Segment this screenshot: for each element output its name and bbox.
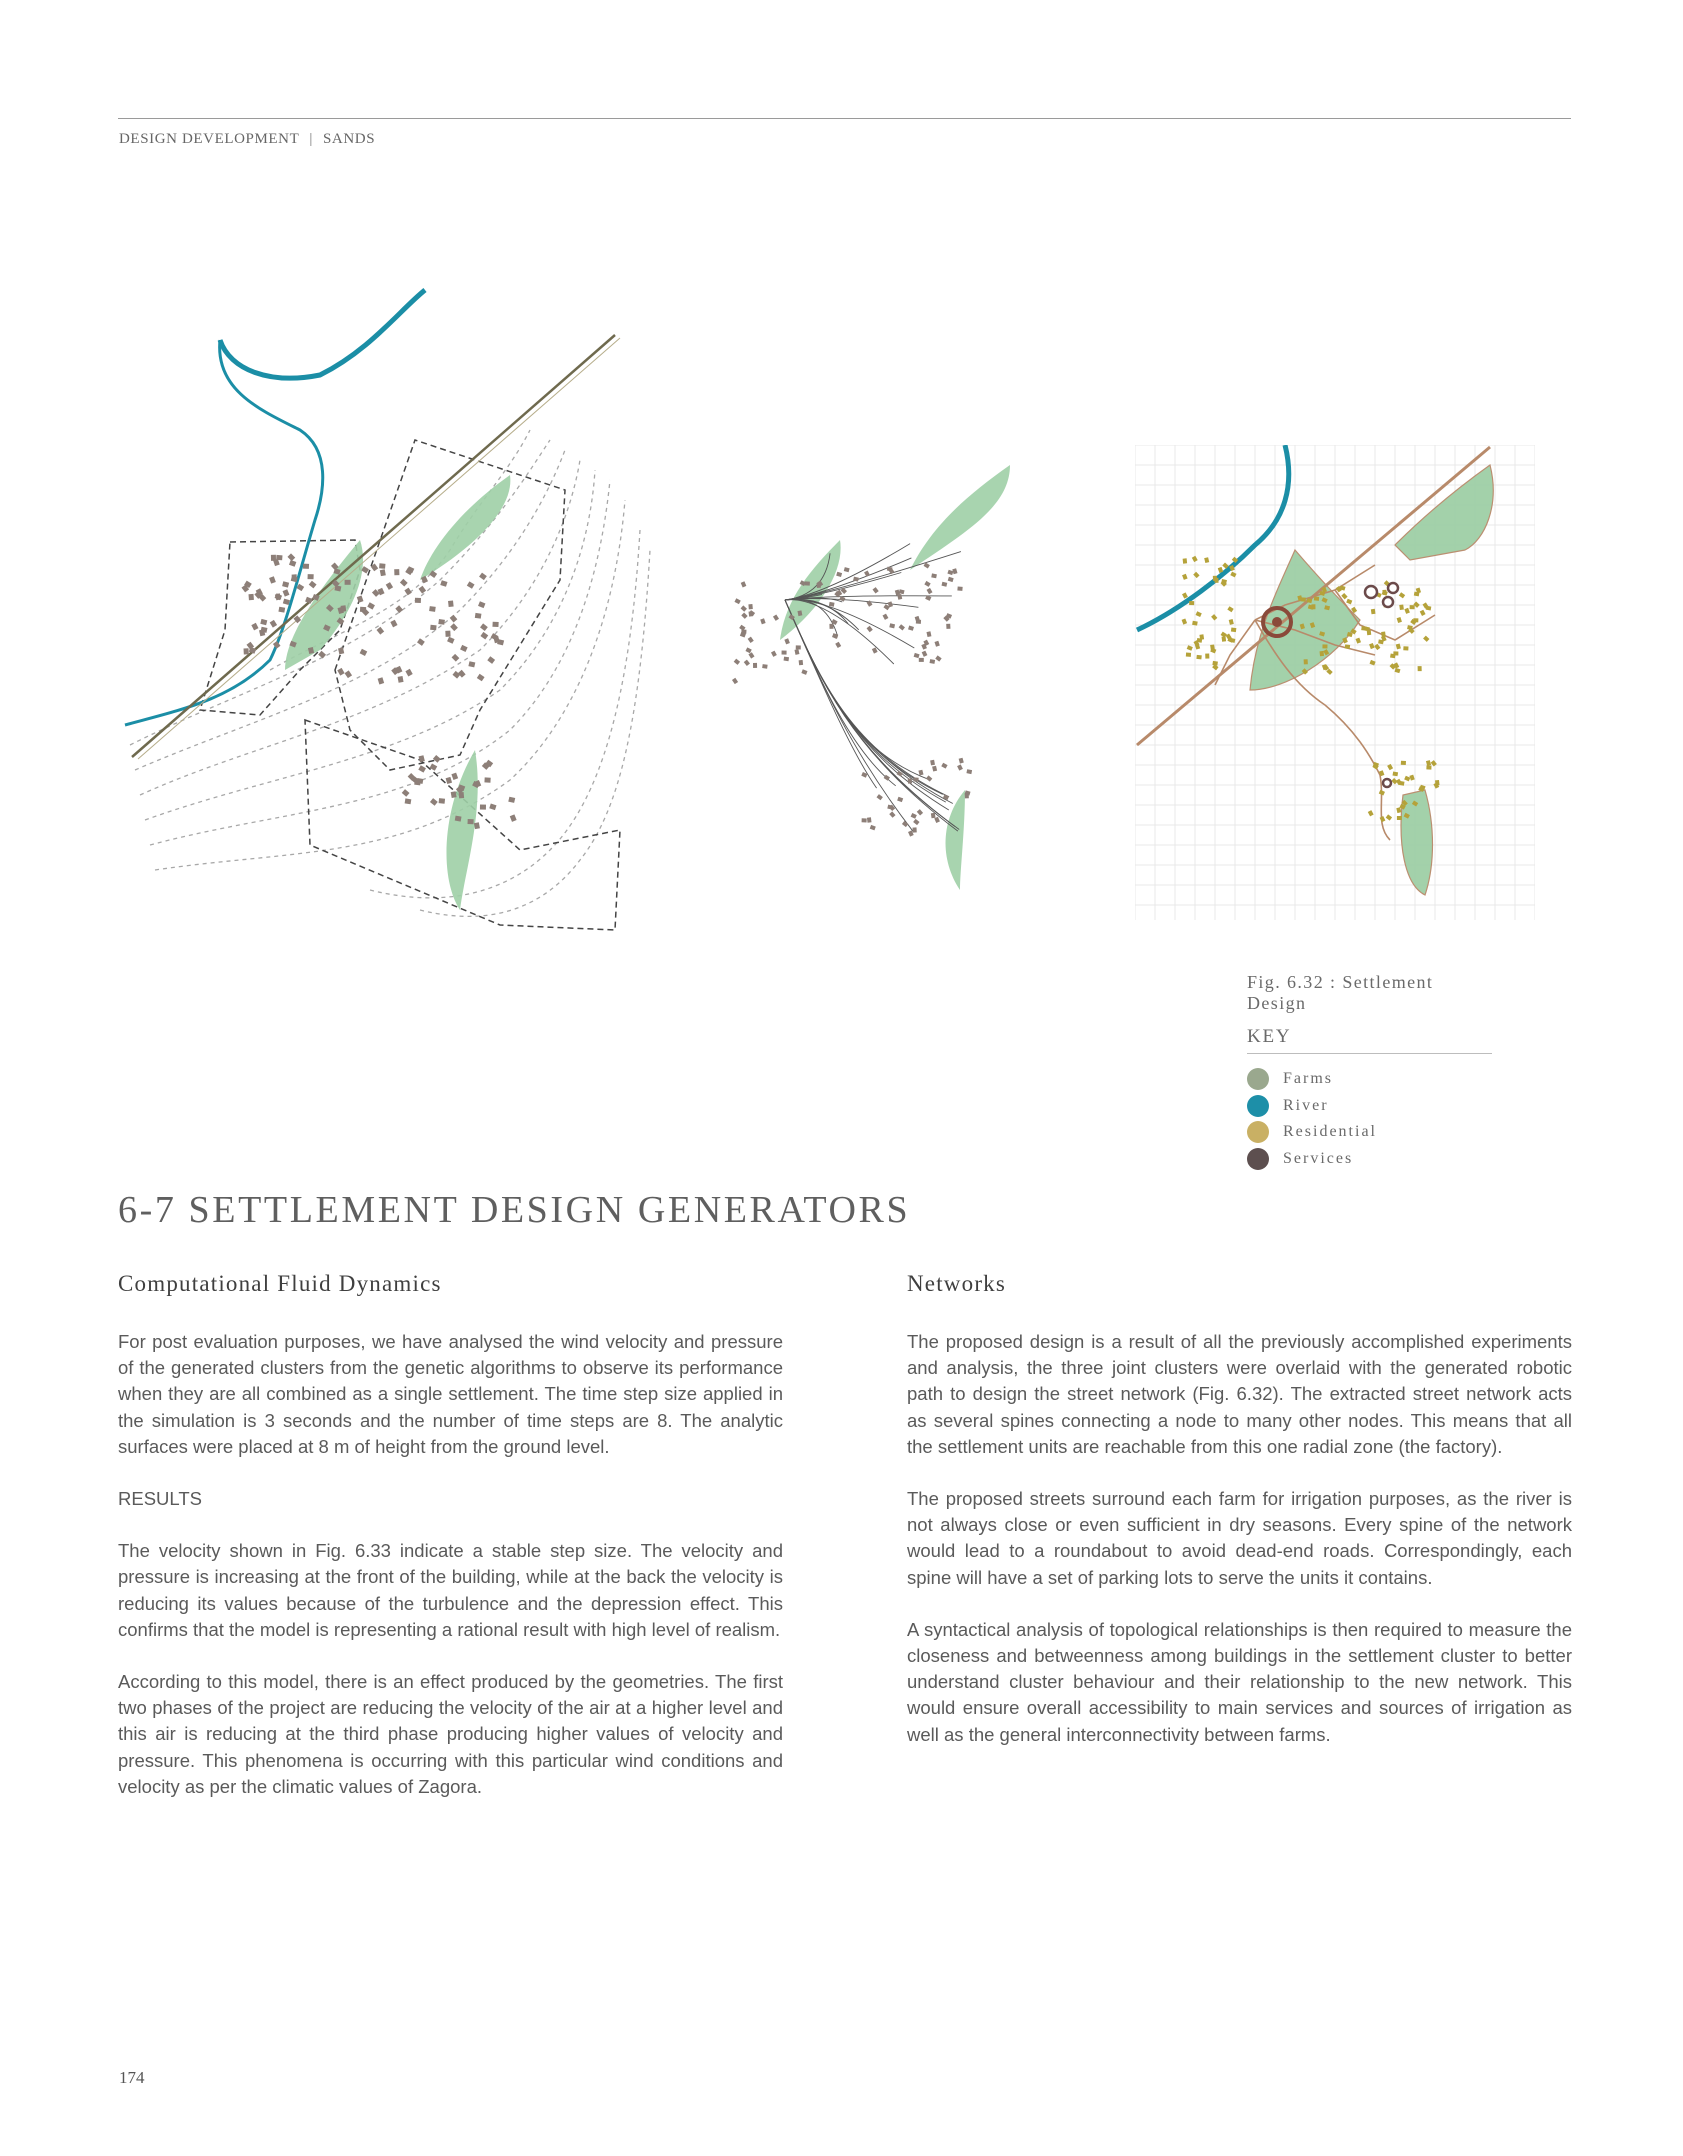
building-unit — [468, 819, 474, 824]
building-unit — [292, 574, 297, 580]
building-unit — [762, 664, 768, 669]
building-unit — [1397, 816, 1402, 820]
left-column — [118, 1271, 783, 1826]
building-unit — [917, 809, 923, 815]
farms-swatch — [1247, 1068, 1269, 1090]
building-unit — [357, 596, 364, 603]
building-unit — [1393, 772, 1399, 777]
building-unit — [942, 582, 948, 587]
results-label: RESULTS — [118, 1488, 202, 1510]
networks-heading: Networks — [907, 1271, 1007, 1296]
building-unit — [914, 653, 920, 658]
building-unit — [251, 623, 258, 631]
building-unit — [480, 623, 488, 631]
farm-patches — [285, 475, 510, 910]
building-unit — [760, 618, 765, 624]
building-unit — [303, 564, 309, 569]
header-project: SANDS — [322, 131, 376, 147]
building-unit — [1404, 776, 1410, 782]
building-unit — [829, 602, 835, 607]
page-number: 174 — [119, 2068, 145, 2087]
building-unit — [418, 765, 426, 772]
building-unit — [289, 560, 296, 567]
residential-swatch — [1247, 1121, 1269, 1143]
building-unit — [1380, 816, 1386, 822]
building-unit — [918, 770, 923, 776]
building-unit — [741, 605, 747, 611]
building-unit — [1404, 608, 1410, 614]
paragraph: The proposed design is a result of all the previously accomplished experiments and analysis, the three joint clusters were overlaid with the generated robotic path to design the street network (Fig. 6.32). The extracted street network acts as several spines connecting a node to many other nodes. This means that all the settlement units are reachable from this one radial zone (the factory). — [907, 1331, 1572, 1457]
cfd-heading: Computational Fluid Dynamics — [118, 1271, 442, 1296]
building-unit — [1420, 610, 1426, 616]
figure-caption: Fig. 6.32 : Settlement Design — [1247, 972, 1434, 1013]
building-unit — [1211, 614, 1217, 620]
building-unit — [930, 760, 935, 766]
building-unit — [897, 797, 903, 802]
main-road — [132, 335, 615, 757]
building-unit — [782, 651, 787, 655]
building-unit — [497, 639, 504, 645]
building-unit — [805, 581, 810, 585]
building-unit — [1210, 645, 1215, 651]
building-unit — [492, 622, 498, 627]
building-unit — [270, 620, 277, 628]
building-unit — [415, 598, 421, 603]
building-unit — [360, 607, 366, 612]
building-unit — [451, 773, 458, 780]
building-unit — [732, 678, 738, 684]
building-unit — [447, 637, 455, 644]
building-unit — [404, 588, 411, 596]
building-unit — [1192, 556, 1198, 562]
building-unit — [734, 598, 740, 604]
building-unit — [749, 611, 754, 616]
building-unit — [475, 613, 482, 619]
building-unit — [380, 569, 386, 576]
building-unit — [1187, 645, 1193, 651]
building-unit — [318, 651, 326, 659]
building-unit — [1410, 605, 1415, 609]
building-unit — [1186, 653, 1191, 657]
building-unit — [801, 669, 807, 675]
building-unit — [510, 814, 517, 821]
building-unit — [1231, 628, 1236, 633]
building-unit — [1301, 597, 1306, 601]
legend-item — [1247, 1066, 1492, 1093]
building-unit — [794, 649, 799, 655]
building-unit — [889, 623, 895, 628]
building-unit — [440, 580, 447, 587]
building-unit — [1396, 644, 1401, 650]
building-unit — [1229, 619, 1234, 625]
building-unit — [452, 654, 460, 662]
section-title: 6-7 SETTLEMENT DESIGN GENERATORS — [118, 1189, 911, 1231]
paragraph: The velocity shown in Fig. 6.33 indicate a stable step size. The velocity and pressure is increasing at the front of the building, while at the back the velocity is reducing its values because of the turbulence and the depression effect. This confirms that the model is representing a rational result with high level of realism. — [118, 1540, 783, 1640]
building-unit — [451, 791, 457, 798]
contour-lines — [130, 430, 650, 916]
building-unit — [345, 580, 351, 585]
building-unit — [1345, 644, 1350, 649]
building-unit — [430, 798, 438, 806]
building-unit — [1379, 790, 1385, 796]
building-unit — [1227, 606, 1233, 612]
building-unit — [887, 567, 893, 572]
building-unit — [1423, 636, 1429, 642]
building-unit — [341, 605, 347, 612]
building-unit — [889, 811, 895, 817]
building-unit — [799, 660, 804, 665]
building-unit — [1346, 599, 1352, 605]
building-unit — [244, 648, 249, 654]
building-unit — [386, 582, 393, 590]
legend-item — [1247, 1093, 1492, 1120]
building-unit — [734, 659, 740, 665]
building-unit — [872, 647, 878, 653]
building-unit — [1204, 557, 1209, 563]
building-unit — [360, 649, 368, 656]
building-unit — [946, 624, 950, 629]
river — [1137, 445, 1289, 630]
building-unit — [417, 638, 425, 646]
building-unit — [378, 677, 385, 684]
river-swatch — [1247, 1095, 1269, 1117]
building-unit — [876, 794, 882, 800]
building-unit — [309, 581, 317, 589]
building-unit — [390, 620, 397, 628]
building-unit — [844, 567, 850, 572]
building-unit — [489, 804, 496, 811]
building-unit — [405, 669, 412, 677]
building-unit — [741, 613, 747, 619]
building-unit — [468, 661, 475, 667]
farm-patches — [780, 465, 1010, 890]
building-unit — [1386, 814, 1392, 820]
river — [125, 340, 323, 725]
building-unit — [1418, 666, 1422, 671]
building-unit — [338, 647, 344, 654]
building-unit — [419, 755, 425, 762]
building-unit — [913, 777, 918, 781]
building-unit — [817, 583, 821, 588]
building-unit — [1182, 574, 1188, 580]
building-unit — [1369, 643, 1375, 649]
building-unit — [1341, 593, 1347, 599]
building-unit — [398, 676, 404, 683]
header-section: DESIGN DEVELOPMENT — [119, 131, 300, 147]
building-unit — [867, 817, 872, 822]
building-unit — [1182, 619, 1188, 625]
legend-label: Residential — [1283, 1123, 1377, 1141]
building-unit — [367, 602, 375, 609]
building-unit — [479, 573, 487, 581]
building-unit — [1426, 765, 1431, 769]
building-unit — [919, 658, 924, 662]
building-unit — [467, 581, 475, 588]
building-unit — [249, 594, 254, 600]
building-unit — [1196, 655, 1201, 660]
services-swatch — [1247, 1148, 1269, 1170]
legend-label: Farms — [1283, 1070, 1333, 1088]
building-unit — [275, 593, 283, 600]
farm-patches — [1250, 465, 1493, 895]
building-unit — [508, 797, 515, 803]
building-unit — [1378, 639, 1384, 644]
building-unit — [394, 569, 399, 575]
building-unit — [458, 670, 466, 678]
building-unit — [864, 571, 870, 577]
building-unit — [305, 597, 312, 604]
building-unit — [913, 827, 917, 832]
building-unit — [902, 821, 908, 827]
building-unit — [748, 637, 754, 643]
paragraph: According to this model, there is an effect produced by the geometries. The first two phases of the project are reducing the velocity of the air at a higher level and this air is reducing at the third phase producing higher values of velocity and pressure. This phenomena is occurring with this particular wind conditions and velocity as per the climatic values of Zagora. — [118, 1671, 783, 1797]
building-unit — [1356, 638, 1361, 644]
building-unit — [1401, 761, 1406, 765]
building-unit — [478, 601, 485, 608]
paragraph: For post evaluation purposes, we have analysed the wind velocity and pressure of the generated clusters from the genetic algorithms to observe its performance when they are all combined as a single settlement. The time step size applied in the simulation is 3 seconds and the number of time steps are 8. The analytic surfaces were placed at 8 m of height from the ground level. — [118, 1331, 783, 1457]
path-line — [785, 600, 930, 780]
path-line — [785, 600, 913, 832]
building-unit — [379, 563, 385, 569]
building-unit — [287, 553, 295, 561]
building-unit — [1189, 601, 1194, 605]
building-unit — [1311, 604, 1315, 609]
building-unit — [745, 647, 751, 653]
legend-label: Services — [1283, 1149, 1354, 1167]
building-unit — [753, 663, 757, 668]
building-unit — [916, 620, 921, 624]
building-unit — [913, 819, 919, 825]
building-unit — [1409, 775, 1414, 781]
right-column — [907, 1271, 1572, 1774]
building-unit — [931, 573, 937, 578]
building-unit — [957, 587, 962, 591]
legend-label: River — [1283, 1096, 1329, 1114]
building-unit — [1193, 572, 1199, 578]
building-unit — [1192, 621, 1198, 626]
building-unit — [450, 623, 458, 631]
building-unit — [1367, 630, 1372, 635]
building-unit — [405, 798, 412, 804]
building-unit — [1382, 590, 1386, 595]
building-unit — [430, 764, 438, 771]
building-unit — [1368, 810, 1374, 816]
building-unit — [417, 778, 424, 784]
building-unit — [1381, 632, 1386, 637]
building-unit — [1403, 646, 1408, 650]
building-unit — [480, 805, 486, 810]
building-unit — [439, 798, 445, 804]
building-unit — [883, 614, 889, 620]
building-unit — [430, 625, 436, 631]
building-unit — [935, 655, 941, 661]
building-unit — [1399, 592, 1405, 598]
building-unit — [1214, 578, 1218, 583]
building-unit — [283, 589, 290, 596]
building-unit — [899, 624, 905, 630]
building-unit — [934, 641, 939, 647]
building-unit — [959, 758, 964, 764]
building-unit — [829, 624, 833, 629]
building-unit — [867, 626, 873, 632]
building-unit — [1182, 592, 1188, 598]
figure-caption-block — [1247, 972, 1492, 1172]
building-unit — [784, 638, 790, 644]
building-unit — [1399, 605, 1404, 611]
building-unit — [395, 605, 403, 613]
building-unit — [1183, 558, 1188, 563]
paragraph: A syntactical analysis of topological relationships is then required to measure the closeness and betweenness among buildings in the settlement cluster to better understand cluster behaviour and their relationship to the new network. This would ensure overall accessibility to main services and sources of irrigation as well as the general interconnectivity between farms. — [907, 1618, 1572, 1745]
building-unit — [1435, 780, 1440, 785]
building-unit — [377, 627, 385, 635]
building-unit — [282, 581, 289, 587]
building-unit — [260, 619, 267, 625]
building-unit — [796, 645, 801, 649]
building-unit — [966, 769, 972, 774]
building-unit — [433, 755, 441, 763]
building-unit — [445, 631, 450, 637]
building-unit — [947, 570, 953, 575]
building-unit — [345, 670, 353, 678]
building-unit — [429, 606, 436, 612]
building-unit — [965, 793, 969, 798]
building-unit — [908, 778, 912, 783]
building-unit — [438, 619, 445, 625]
settlement-design-diagram — [1135, 445, 1535, 920]
building-unit — [402, 789, 410, 797]
building-unit — [922, 651, 928, 657]
building-unit — [930, 659, 936, 664]
building-unit — [908, 626, 914, 631]
building-unit — [927, 588, 933, 594]
building-unit — [1304, 659, 1308, 664]
building-unit — [450, 615, 458, 623]
paragraph: The proposed streets surround each farm for irrigation purposes, as the river is not always close or even sufficient in dry seasons. Every spine of the network would lead to a roundabout to avoid dead-end roads. Correspondingly, each spine will have a set of parking lots to serve the units it contains. — [907, 1488, 1572, 1588]
building-unit — [477, 674, 485, 682]
building-unit — [446, 777, 452, 784]
legend-item — [1247, 1146, 1492, 1173]
legend-title: KEY — [1247, 1026, 1492, 1054]
building-unit — [948, 577, 954, 582]
building-unit — [771, 651, 777, 657]
building-unit — [932, 766, 937, 772]
building-unit — [870, 825, 876, 830]
building-unit — [1371, 609, 1376, 615]
building-unit — [460, 645, 468, 652]
header-separator: | — [309, 131, 313, 147]
building-unit — [952, 568, 957, 574]
building-unit — [1396, 807, 1401, 813]
building-unit — [773, 615, 779, 621]
building-unit — [926, 775, 932, 781]
building-units — [732, 563, 972, 837]
building-unit — [1196, 611, 1202, 617]
building-unit — [337, 668, 344, 676]
building-unit — [941, 763, 947, 769]
path-line — [785, 600, 949, 797]
building-unit — [480, 632, 488, 640]
path-line — [785, 600, 958, 831]
legend-item — [1247, 1119, 1492, 1146]
building-unit — [1314, 596, 1319, 600]
building-unit — [455, 816, 462, 822]
building-unit — [487, 656, 495, 664]
building-unit — [283, 599, 290, 605]
building-unit — [911, 813, 917, 819]
building-unit — [269, 576, 276, 583]
building-unit — [741, 581, 747, 587]
building-unit — [1230, 572, 1236, 578]
building-unit — [741, 630, 746, 634]
building-unit — [278, 607, 285, 613]
river-upper — [220, 290, 425, 378]
path-line — [785, 600, 943, 794]
building-unit — [957, 764, 963, 770]
building-unit — [926, 631, 931, 637]
legend — [1247, 1066, 1492, 1172]
building-unit — [1205, 654, 1209, 659]
building-unit — [1222, 636, 1227, 641]
header-rule — [118, 118, 1571, 119]
building-unit — [1397, 617, 1402, 623]
building-unit — [744, 660, 750, 666]
building-unit — [748, 652, 754, 658]
path-line — [785, 600, 949, 810]
building-unit — [1390, 654, 1396, 659]
building-unit — [862, 818, 867, 822]
building-unit — [897, 594, 902, 600]
building-unit — [419, 586, 427, 594]
building-unit — [1322, 644, 1327, 648]
robotic-path-diagram — [710, 460, 1020, 900]
building-unit — [474, 822, 480, 829]
building-unit — [784, 657, 790, 662]
building-unit — [835, 642, 841, 648]
building-unit — [836, 572, 842, 577]
building-unit — [308, 574, 314, 579]
building-unit — [931, 813, 936, 819]
building-unit — [873, 587, 879, 593]
building-unit — [1320, 651, 1325, 656]
building-unit — [448, 601, 454, 607]
building-unit — [1431, 760, 1437, 766]
building-unit — [400, 579, 408, 587]
running-header — [119, 131, 375, 148]
building-unit — [1212, 661, 1218, 666]
building-unit — [748, 604, 752, 609]
building-unit — [924, 581, 930, 587]
site-plan-diagram — [120, 250, 680, 940]
building-unit — [484, 777, 490, 782]
